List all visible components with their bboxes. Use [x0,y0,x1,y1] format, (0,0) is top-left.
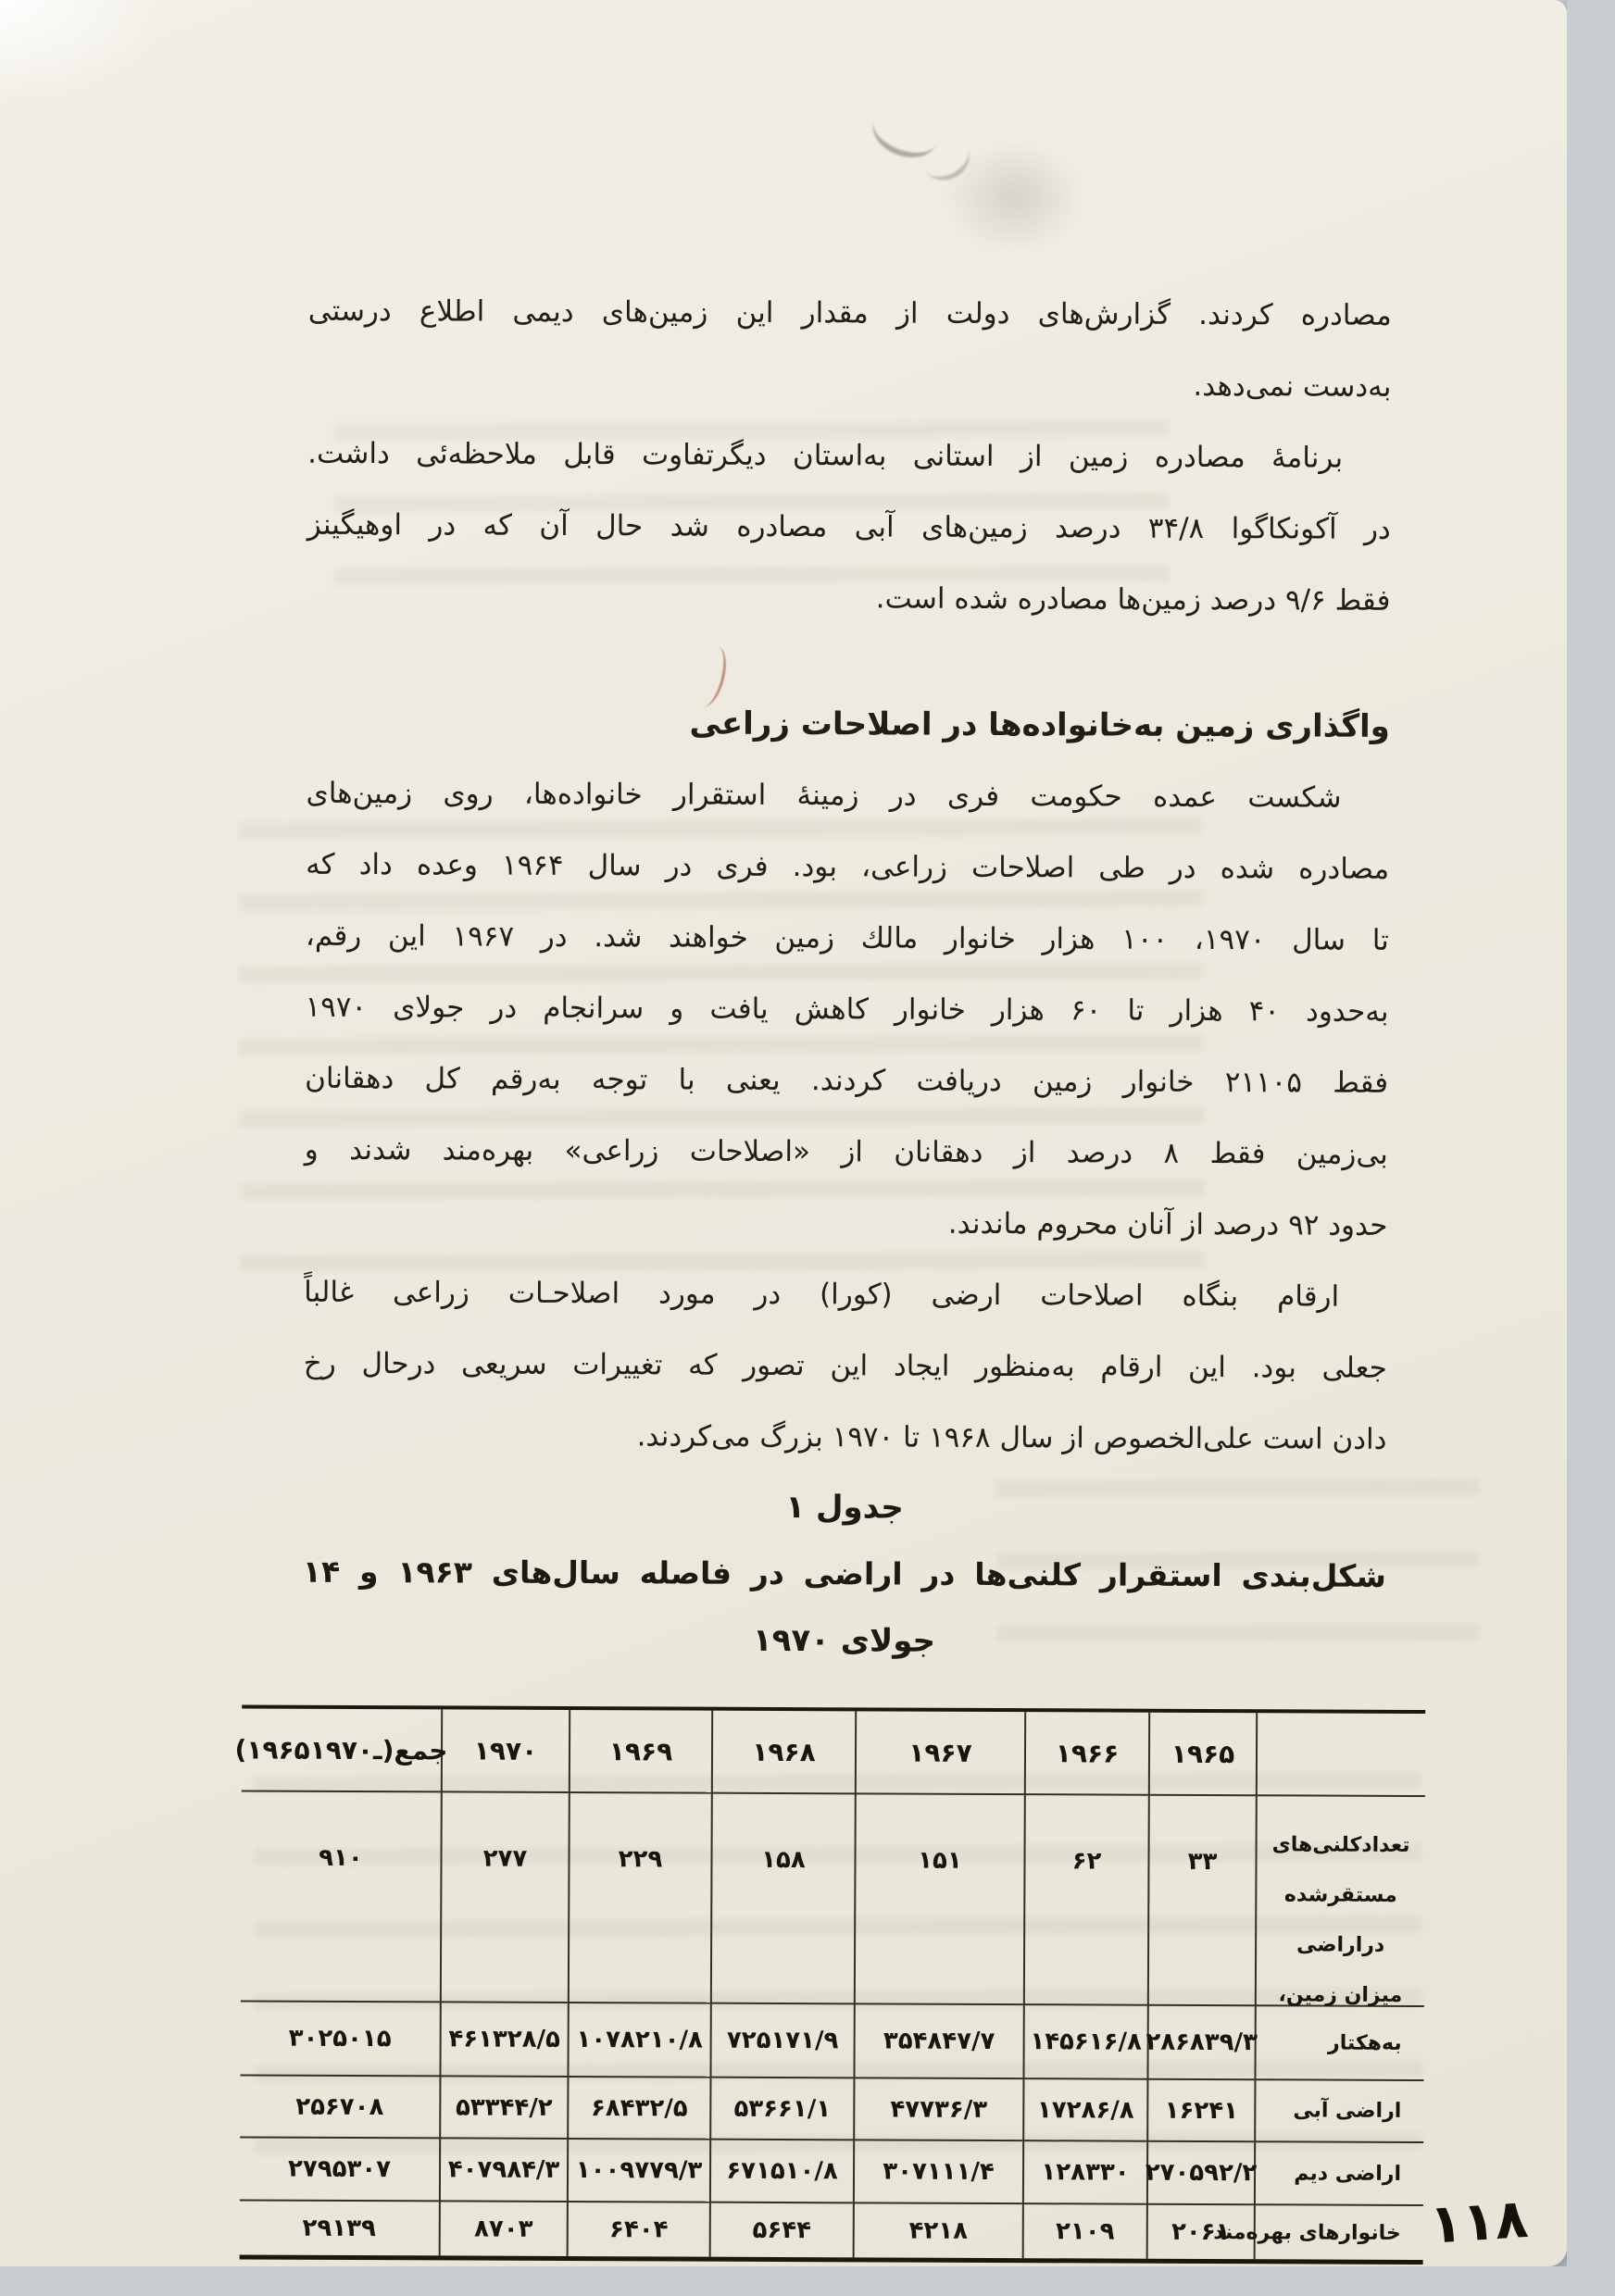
table-cell: ۶۸۴۳۲/۵ [567,2078,709,2140]
table-cell: ۶۴۰۴ [567,2202,709,2257]
table-cell: ۳۳ [1147,1796,1256,2007]
paragraph-2 [307,418,1391,637]
text-line: دادن است علی‌الخصوص از سال ۱۹۶۸ تا ۱۹۷۰ بزرگ می‌کردند. [636,1419,1387,1456]
table-caption-number: جدول ۱ [785,1489,904,1527]
text-line: برنامهٔ مصادره زمین از استانی به‌استان دیگرتفاوت قابل ملاحظه‌ئی داشت. [307,436,1344,475]
table-caption-title: شکل‌بندی استقرار کلنی‌ها در اراضی در فاصله سال‌های ۱۹۶۳ و ۱۴ [302,1553,1386,1594]
text-line: جعلی بود. این ارقام به‌منظور ایجاد این تصور که تغییرات سریعی درحال رخ [303,1346,1387,1385]
table-cell: ۲۷۹۵۳۰۷ [240,2138,439,2202]
table-cell: ۳۵۴۸۴۷/۷ [853,2004,1022,2079]
table-cell: ۵۳۳۴۴/۲ [439,2077,567,2140]
table-cell: ۱۲۸۳۳۰ [1022,2141,1146,2205]
table-cell: ۵۶۴۴ [709,2203,853,2258]
table-cell: ۶۲ [1023,1795,1148,2006]
table-cell: ۲۹۱۳۹ [302,2214,377,2243]
row-label-irrigated: اراضی آبی [1254,2080,1423,2143]
text-line: فقط ۲۱۱۰۵ خانوار زمین دریافت کردند. یعنی با توجه به‌رقم کل دهقانان [305,1061,1389,1100]
table-cell: ۸۷۰۳ [439,2202,567,2256]
row-label-hectares: به‌هکتار [1254,2006,1423,2081]
text-line: بی‌زمین فقط ۸ درصد از دهقانان از «اصلاحات زراعی» بهره‌مند شدند و [304,1132,1388,1171]
scanner-background-strip [1567,0,1615,2296]
table-cell: ۲۷۷ [440,1792,569,2003]
table-cell: ۲۷۰۵۹۲/۲ [1146,2142,1254,2206]
table-corner-cell [1256,1713,1425,1797]
col-header-1967: ۱۹۶۷ [855,1711,1024,1795]
text-line: مصادره کردند. گزارش‌های دولت از مقدار این زمین‌های دیمی اطلاع درستی [307,293,1392,332]
text-line: فقط ۹/۶ درصد زمین‌ها مصادره شده است. [875,581,1391,618]
table-cell: ۴۶۱۳۲۸/۵ [439,2003,567,2078]
table-cell: ۲۸۶۸۳۹/۳ [1146,2006,1254,2081]
page-number: ۱۱۸ [1427,2186,1531,2256]
paragraph-4 [303,1257,1387,1476]
row-label-line: میزان زمین، [1278,1983,1403,2007]
row-label-line: دراراضی [1296,1933,1385,1957]
table-cell: ۷۲۵۱۷۱/۹ [709,2004,853,2079]
data-table [234,1704,1426,2265]
table-cell: ۵۳۶۶۱/۱ [709,2078,853,2141]
table-cell: ۱۰۷۸۲۱۰/۸ [567,2003,709,2078]
col-header-1965: ۱۹۶۵ [1148,1713,1256,1797]
col-header-total: جمع(⁦۱۹۶۵ـ۱۹۷۰⁩) [242,1708,441,1792]
table-cell: ۳۰۲۵۰۱۵ [240,2002,439,2077]
table-cell: ۲۱۰۹ [1022,2204,1146,2259]
table-cell: ۴۲۱۸ [853,2203,1022,2258]
col-header-1969: ۱۹۶۹ [569,1710,711,1794]
scanner-background-strip [0,2266,1615,2296]
col-header-1970: ۱۹۷۰ [441,1709,569,1793]
row-label-colonies [1255,1796,1425,2007]
table-cell: ۱۵۸ [710,1794,855,2005]
col-header-1968: ۱۹۶۸ [711,1711,855,1795]
table-cell: ۱۵۱ [854,1794,1024,2005]
table-cell: ۲۰۶۱ [1146,2205,1254,2260]
table-cell: ۴۰۷۹۸۴/۳ [439,2139,567,2202]
table-cell: ۶۷۱۵۱۰/۸ [709,2140,853,2204]
table-cell: ۱۶۲۴۱ [1146,2080,1254,2143]
table-cell: ۱۰۰۹۷۷۹/۳ [567,2140,709,2203]
table-cell: ۴۷۷۳۶/۳ [853,2078,1022,2141]
row-label-dryland: اراضی دیم [1254,2142,1423,2206]
col-header-1966: ۱۹۶۶ [1024,1712,1148,1796]
paragraph-3 [304,758,1389,1262]
text-line: ارقام بنگاه اصلاحات ارضی (کورا) در مورد اصلاحـات زراعی غالباً [304,1275,1340,1314]
paragraph-1 [307,276,1392,423]
row-label-line: تعدادکلنی‌های [1271,1833,1410,1857]
row-label-line: مستقرشده [1283,1883,1397,1907]
table-caption [302,1472,1386,1677]
text-line: تا سال ۱۹۷۰، ۱۰۰ هزار خانوار مالك زمین خواهند شد. در ۱۹۶۷ این رقم، [305,918,1389,957]
text-line: مصادره شده در طی اصلاحات زراعی، بود. فری در سال ۱۹۶۴ وعده داد که [306,847,1390,886]
table-cell: ۹۱۰ [241,1791,441,2003]
table-cell: ۱۴۵۶۱۶/۸ [1022,2005,1146,2080]
scan-smudge-mark [944,142,1083,254]
text-line: در آکونکاگوا ۳۴/۸ درصد زمین‌های آبی مصادره شد حال آن که در اوهیگینز [307,507,1391,546]
text-line: به‌دست نمی‌دهد. [1193,368,1392,404]
table-cell: ۲۵۶۷۰۸ [240,2076,439,2139]
table-cell: ۱۷۲۸۶/۸ [1022,2079,1146,2142]
section-heading-block [307,687,1390,763]
text-line: به‌حدود ۴۰ هزار تا ۶۰ هزار خانوار کاهش یافت و سرانجام در جولای ۱۹۷۰ [305,990,1389,1029]
text-line: شکست عمده حکومت فری در زمینهٔ استقرار خانواده‌ها، روی زمین‌های [306,776,1342,815]
table-caption-subtitle: جولای ۱۹۷۰ [752,1621,936,1660]
section-heading: واگذاری زمین به‌خانواده‌ها در اصلاحات زراعی [689,705,1390,745]
table-cell: ۳۰۷۱۱۱/۴ [853,2140,1022,2204]
table-cell: ۲۲۹ [568,1793,711,2004]
text-line: حدود ۹۲ درصد از آنان محروم ماندند. [947,1206,1388,1242]
row-label-households: خانوارهای بهره‌مند [1254,2205,1423,2260]
